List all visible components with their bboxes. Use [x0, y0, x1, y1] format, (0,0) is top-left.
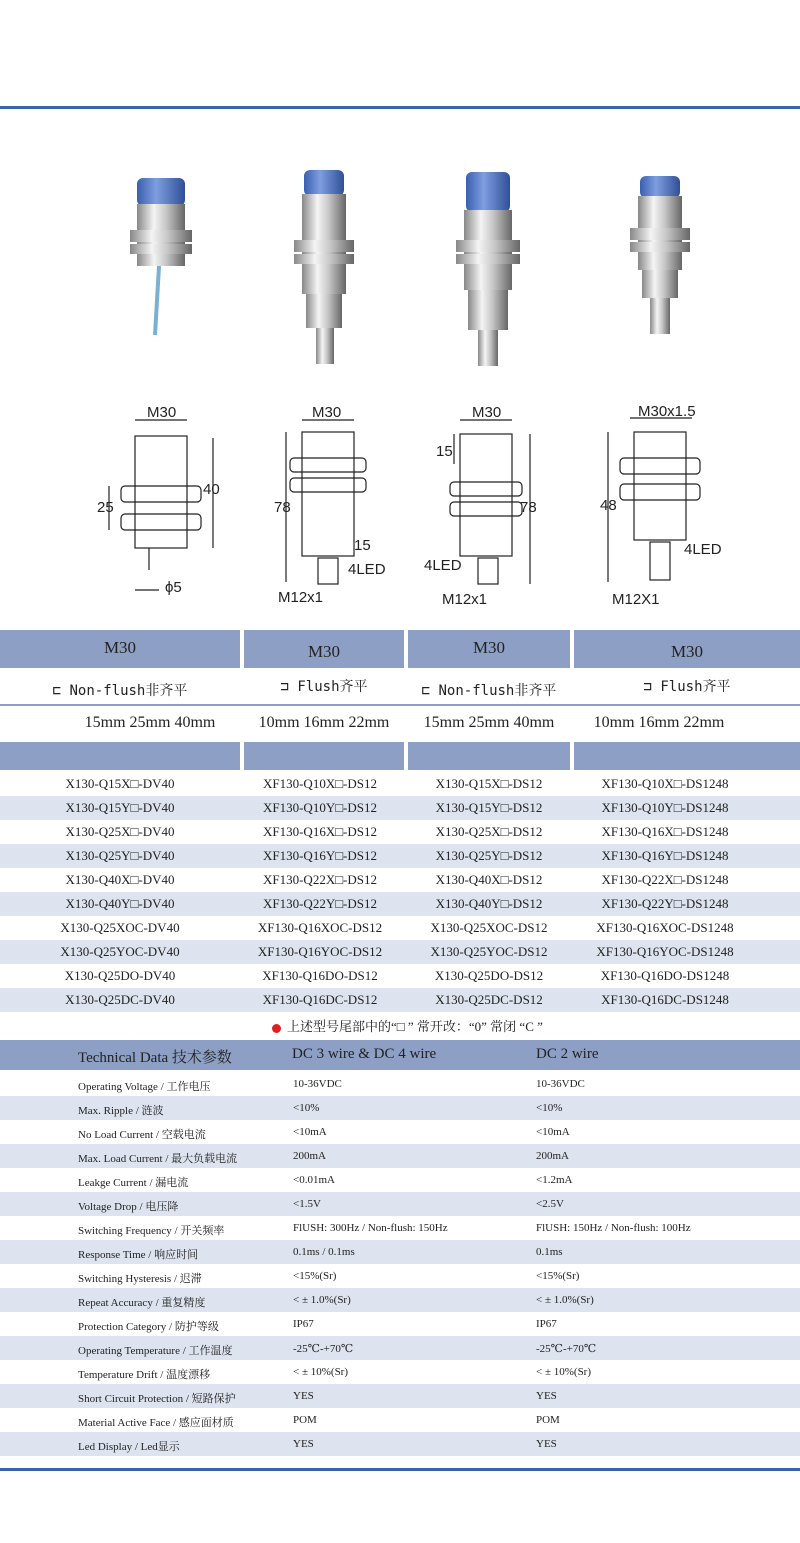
- tech-row: [0, 1408, 800, 1432]
- tech-param-value: < ± 1.0%(Sr): [536, 1294, 594, 1306]
- tech-param-value: FlUSH: 150Hz / Non-flush: 100Hz: [536, 1222, 691, 1234]
- model-cell: X130-Q25DO-DS12: [434, 968, 544, 983]
- bullet-dot-icon: [272, 1024, 281, 1033]
- tech-param-label: Max. Ripple / 涟波: [78, 1105, 164, 1117]
- model-cell: X130-Q25Y□-DS12: [435, 848, 543, 863]
- flush-icon: ⊐: [643, 679, 652, 695]
- svg-text:78: 78: [274, 499, 291, 516]
- model-cell: XF130-Q16X□-DS1248: [601, 824, 729, 839]
- size-cell-2: M30: [307, 642, 341, 661]
- dimension-drawing-1: [95, 402, 235, 612]
- model-row: [0, 940, 800, 964]
- tech-param-label: Protection Category / 防护等级: [78, 1321, 219, 1333]
- model-cell: XF130-Q16Y□-DS1248: [601, 848, 729, 863]
- tech-row: [0, 1432, 800, 1456]
- svg-text:M30x1.5: M30x1.5: [638, 403, 696, 420]
- bottom-rule: [0, 1468, 800, 1471]
- svg-text:48: 48: [600, 497, 617, 514]
- top-rule: [0, 106, 800, 109]
- svg-text:M30: M30: [472, 404, 502, 421]
- tech-param-label: Repeat Accuracy / 重复精度: [78, 1297, 206, 1309]
- tech-param-label: Material Active Face / 感应面材质: [78, 1417, 234, 1429]
- svg-text:4LED: 4LED: [424, 557, 462, 574]
- tech-param-label: Leakge Current / 漏电流: [78, 1177, 189, 1189]
- tech-row: [0, 1120, 800, 1144]
- tech-param-value: 0.1ms / 0.1ms: [293, 1246, 355, 1258]
- model-cell: X130-Q25X□-DS12: [435, 824, 543, 839]
- model-cell: XF130-Q22Y□-DS1248: [601, 896, 729, 911]
- tech-param-value: POM: [293, 1414, 317, 1426]
- tech-param-value: 200mA: [293, 1150, 326, 1162]
- model-cell: X130-Q40X□-DV40: [65, 872, 175, 887]
- tech-param-label: Switching Hysteresis / 迟滞: [78, 1273, 202, 1285]
- model-cell: X130-Q25Y□-DV40: [65, 848, 175, 863]
- model-cell: X130-Q25XOC-DV40: [60, 920, 180, 935]
- dimension-drawing-4: [600, 402, 730, 612]
- tech-param-label: Led Display / Led显示: [78, 1441, 180, 1453]
- tech-row: [0, 1384, 800, 1408]
- model-cell: X130-Q25DC-DS12: [435, 992, 543, 1007]
- sensor-photo-2: [290, 168, 360, 378]
- tech-param-value: <0.01mA: [293, 1174, 335, 1186]
- range-row: [0, 712, 800, 738]
- svg-text:M12X1: M12X1: [612, 591, 660, 608]
- tech-param-value: < ± 10%(Sr): [293, 1366, 349, 1378]
- range-cell-4: 10mm 16mm 22mm: [593, 714, 725, 731]
- svg-text:25: 25: [97, 499, 114, 516]
- model-cell: X130-Q25YOC-DV40: [60, 944, 180, 959]
- tech-row: [0, 1240, 800, 1264]
- range-cell-1: 15mm 25mm 40mm: [84, 714, 216, 731]
- blank-header-row: [0, 742, 800, 770]
- tech-param-value: 0.1ms: [536, 1246, 563, 1258]
- tech-col-b: DC 2 wire: [536, 1046, 599, 1062]
- model-cell: XF130-Q16XOC-DS1248: [596, 920, 734, 935]
- tech-row: [0, 1264, 800, 1288]
- svg-text:15: 15: [354, 537, 371, 554]
- tech-row: [0, 1312, 800, 1336]
- model-cell: XF130-Q16XOC-DS12: [257, 920, 383, 935]
- tech-param-value: <1.5V: [293, 1198, 321, 1210]
- tech-row: [0, 1096, 800, 1120]
- svg-text:4LED: 4LED: [684, 541, 722, 558]
- model-cell: XF130-Q10Y□-DS1248: [601, 800, 729, 815]
- tech-row: [0, 1168, 800, 1192]
- flush-icon: ⊐: [280, 679, 289, 695]
- tech-param-value: <10%: [536, 1102, 563, 1114]
- model-cell: X130-Q15Y□-DV40: [65, 800, 175, 815]
- svg-text:M30: M30: [147, 404, 177, 421]
- tech-col-a: DC 3 wire & DC 4 wire: [292, 1046, 437, 1062]
- tech-param-value: <10mA: [536, 1126, 570, 1138]
- tech-param-label: No Load Current / 空载电流: [78, 1129, 206, 1141]
- model-cell: X130-Q25YOC-DS12: [430, 944, 548, 959]
- model-cell: X130-Q25DO-DV40: [64, 968, 176, 983]
- type-divider: [0, 704, 800, 706]
- model-cell: X130-Q15Y□-DS12: [435, 800, 543, 815]
- model-cell: XF130-Q22Y□-DS12: [262, 896, 378, 911]
- type-row: [0, 674, 800, 702]
- model-cell: XF130-Q16YOC-DS1248: [596, 944, 734, 959]
- tech-row: [0, 1144, 800, 1168]
- svg-text:M12x1: M12x1: [442, 591, 488, 608]
- size-cell-3: M30: [472, 638, 506, 657]
- type-cell-2: ⊐ Flush齐平: [280, 679, 368, 695]
- tech-param-value: 10-36VDC: [536, 1078, 585, 1090]
- size-cell-1: M30: [103, 638, 137, 657]
- sensor-photo-3: [452, 168, 528, 368]
- model-cell: XF130-Q22X□-DS12: [262, 872, 378, 887]
- tech-row: [0, 1336, 800, 1360]
- tech-param-value: <15%(Sr): [536, 1270, 580, 1282]
- tech-param-value: -25℃-+70℃: [536, 1343, 597, 1355]
- model-cell: X130-Q40X□-DS12: [435, 872, 543, 887]
- model-cell: X130-Q25X□-DV40: [65, 824, 175, 839]
- model-cell: X130-Q40Y□-DV40: [65, 896, 175, 911]
- sensor-photo-4: [626, 172, 696, 342]
- tech-param-value: < ± 10%(Sr): [536, 1366, 592, 1378]
- tech-row: [0, 1192, 800, 1216]
- tech-param-value: YES: [293, 1438, 314, 1450]
- model-cell: XF130-Q10X□-DS12: [262, 776, 378, 791]
- model-note: 上述型号尾部中的“□ ” 常开改：“0” 常闭 “C ”: [272, 1016, 543, 1035]
- range-cell-3: 15mm 25mm 40mm: [423, 714, 555, 731]
- tech-row: [0, 1216, 800, 1240]
- model-row: [0, 964, 800, 988]
- tech-param-value: -25℃-+70℃: [293, 1343, 354, 1355]
- model-row: [0, 868, 800, 892]
- model-cell: X130-Q25XOC-DS12: [430, 920, 548, 935]
- svg-text:M12x1: M12x1: [278, 589, 324, 606]
- tech-param-label: Response Time / 响应时间: [78, 1249, 199, 1261]
- model-row: [0, 820, 800, 844]
- model-cell: XF130-Q16DO-DS1248: [600, 968, 730, 983]
- tech-param-value: 10-36VDC: [293, 1078, 342, 1090]
- model-cell: XF130-Q16X□-DS12: [262, 824, 378, 839]
- tech-row: [0, 1360, 800, 1384]
- model-cell: XF130-Q10Y□-DS12: [262, 800, 378, 815]
- model-cell: X130-Q15X□-DS12: [435, 776, 543, 791]
- dimension-drawing-2: [272, 402, 402, 612]
- tech-param-value: 200mA: [536, 1150, 569, 1162]
- tech-param-value: <10%: [293, 1102, 320, 1114]
- size-header-row: [0, 630, 800, 668]
- tech-param-value: IP67: [536, 1318, 557, 1330]
- size-cell-4: M30: [670, 642, 704, 661]
- type-cell-3: ⊏ Non-flush非齐平: [421, 683, 557, 699]
- model-cell: X130-Q40Y□-DS12: [435, 896, 543, 911]
- tech-param-label: Operating Voltage / 工作电压: [78, 1081, 211, 1093]
- dimension-drawing-3: [420, 402, 550, 612]
- type-cell-4: ⊐ Flush齐平: [643, 679, 731, 695]
- svg-text:ϕ5: ϕ5: [165, 579, 182, 596]
- model-row: [0, 772, 800, 796]
- tech-header-row: [0, 1040, 800, 1070]
- model-cell: XF130-Q16YOC-DS12: [257, 944, 383, 959]
- model-cell: XF130-Q10X□-DS1248: [601, 776, 729, 791]
- non-flush-icon: ⊏: [421, 683, 431, 699]
- model-row: [0, 892, 800, 916]
- tech-param-value: <10mA: [293, 1126, 327, 1138]
- tech-param-label: Operating Temperature / 工作温度: [78, 1345, 233, 1357]
- model-cell: XF130-Q16DC-DS12: [262, 992, 378, 1007]
- tech-param-value: YES: [293, 1390, 314, 1402]
- tech-param-value: YES: [536, 1438, 557, 1450]
- model-cell: X130-Q25DC-DV40: [65, 992, 175, 1007]
- tech-title: Technical Data 技术参数: [78, 1050, 232, 1066]
- tech-param-value: YES: [536, 1390, 557, 1402]
- tech-row: [0, 1288, 800, 1312]
- svg-text:4LED: 4LED: [348, 561, 386, 578]
- tech-param-value: FlUSH: 300Hz / Non-flush: 150Hz: [293, 1222, 448, 1234]
- tech-param-value: <15%(Sr): [293, 1270, 337, 1282]
- model-cell: X130-Q15X□-DV40: [65, 776, 175, 791]
- tech-param-value: < ± 1.0%(Sr): [293, 1294, 351, 1306]
- svg-text:40: 40: [203, 481, 220, 498]
- tech-param-value: IP67: [293, 1318, 314, 1330]
- model-row: [0, 796, 800, 820]
- tech-param-value: <1.2mA: [536, 1174, 573, 1186]
- model-cell: XF130-Q16DC-DS1248: [601, 992, 729, 1007]
- model-row: [0, 988, 800, 1012]
- non-flush-icon: ⊏: [52, 683, 62, 699]
- svg-text:15: 15: [436, 443, 453, 460]
- tech-param-value: POM: [536, 1414, 560, 1426]
- tech-param-label: Switching Frequency / 开关频率: [78, 1225, 225, 1237]
- model-cell: XF130-Q16Y□-DS12: [262, 848, 378, 863]
- model-row: [0, 844, 800, 868]
- sensor-photo-1: [125, 170, 205, 335]
- tech-param-label: Voltage Drop / 电压降: [78, 1201, 179, 1213]
- type-cell-1: ⊏ Non-flush非齐平: [52, 683, 188, 699]
- svg-text:M30: M30: [312, 404, 342, 421]
- svg-text:78: 78: [520, 499, 537, 516]
- tech-row: [0, 1072, 800, 1096]
- model-cell: XF130-Q16DO-DS12: [262, 968, 378, 983]
- tech-param-label: Max. Load Current / 最大负载电流: [78, 1153, 238, 1165]
- tech-param-label: Short Circuit Protection / 短路保护: [78, 1393, 236, 1405]
- range-cell-2: 10mm 16mm 22mm: [258, 714, 390, 731]
- model-row: [0, 916, 800, 940]
- tech-param-label: Temperature Drift / 温度漂移: [78, 1369, 211, 1381]
- model-cell: XF130-Q22X□-DS1248: [601, 872, 729, 887]
- tech-param-value: <2.5V: [536, 1198, 564, 1210]
